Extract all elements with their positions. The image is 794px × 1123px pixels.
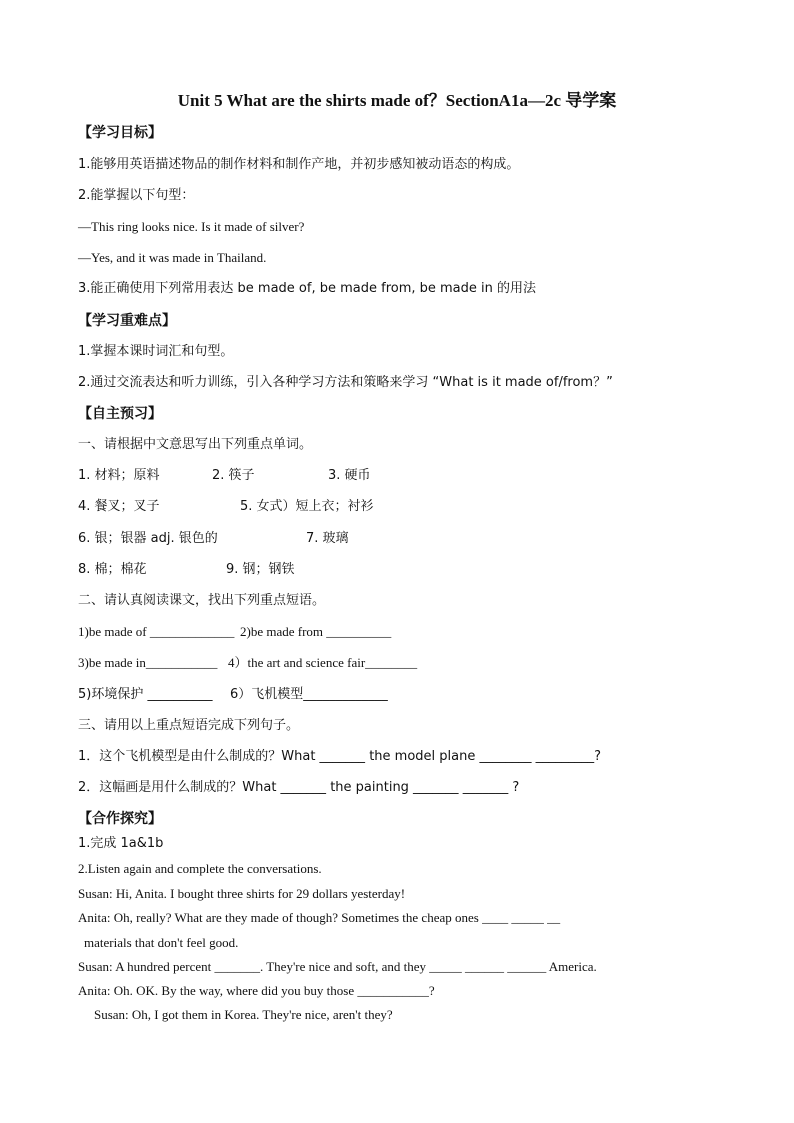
page-title: Unit 5 What are the shirts made of？SectionA1a—2c 导学案 (177, 91, 617, 110)
preview-part2-heading: 二、请认真阅读课文，找出下列重点短语。 (78, 593, 326, 608)
dialogue-line-2: —Yes, and it was made in Thailand. (78, 250, 267, 265)
word-item: 5. 女式）短上衣；衬衫 (240, 499, 374, 514)
section-preview-heading: 【自主预习】 (78, 406, 162, 422)
conversation-line: Susan: Hi, Anita. I bought three shirts for 29 dollars yesterday! (78, 886, 406, 901)
sentence-2: 2．这幅画是用什么制成的？What _______ the painting _______ _______ ? (78, 780, 520, 795)
conversation-line: materials that don't feel good. (84, 935, 239, 950)
word-item: 6. 银；银器 adj. 银色的 (78, 531, 218, 546)
conversation-line: Susan: Oh, I got them in Korea. They're nice, aren't they? (94, 1007, 393, 1022)
conversation-line: Anita: Oh. OK. By the way, where did you buy those ___________? (78, 983, 435, 998)
sentence-1: 1．这个飞机模型是由什么制成的？What _______ the model plane ________ _________? (78, 749, 602, 764)
word-item: 3. 硬币 (328, 468, 371, 483)
preview-part1-heading: 一、请根据中文意思写出下列重点单词。 (78, 437, 313, 452)
goal-1: 1.能够用英语描述物品的制作材料和制作产地，并初步感知被动语态的构成。 (78, 157, 520, 172)
keypoint-2: 2.通过交流表达和听力训练，引入各种学习方法和策略来学习 “What is it made of/from？” (78, 375, 613, 390)
phrase-item: 4）the art and science fair________ (228, 655, 418, 670)
task-2: 2.Listen again and complete the conversations. (78, 861, 322, 876)
phrase-item: 3)be made in___________ (78, 655, 218, 670)
preview-part3-heading: 三、请用以上重点短语完成下列句子。 (78, 718, 300, 733)
word-item: 4. 餐叉；叉子 (78, 499, 160, 514)
phrase-item: 6）飞机模型_____________ (230, 687, 388, 702)
goal-3: 3.能正确使用下列常用表达 be made of, be made from, be made in 的用法 (78, 281, 537, 296)
word-item: 8. 棉；棉花 (78, 562, 147, 577)
conversation-line: Susan: A hundred percent _______. They're nice and soft, and they _____ ______ ______ America. (78, 959, 597, 974)
task-1: 1.完成 1a&1b (78, 836, 164, 851)
section-goals-heading: 【学习目标】 (78, 125, 162, 141)
phrase-item: 5)环境保护 __________ (78, 687, 213, 702)
word-item: 2. 筷子 (212, 468, 255, 483)
word-item: 7. 玻璃 (306, 531, 349, 546)
dialogue-line-1: —This ring looks nice. Is it made of silver? (78, 219, 305, 234)
phrase-item: 1)be made of _____________ (78, 624, 235, 639)
word-item: 9. 钢；钢铁 (226, 562, 295, 577)
conversation-line: Anita: Oh, really? What are they made of though? Sometimes the cheap ones ____ _____ __ (78, 910, 561, 925)
keypoint-1: 1.掌握本课时词汇和句型。 (78, 344, 234, 359)
word-item: 1. 材料；原料 (78, 468, 160, 483)
section-cooperate-heading: 【合作探究】 (78, 811, 162, 827)
section-keypoints-heading: 【学习重难点】 (78, 313, 176, 329)
phrase-item: 2)be made from __________ (240, 624, 392, 639)
goal-2: 2.能掌握以下句型： (78, 188, 195, 203)
